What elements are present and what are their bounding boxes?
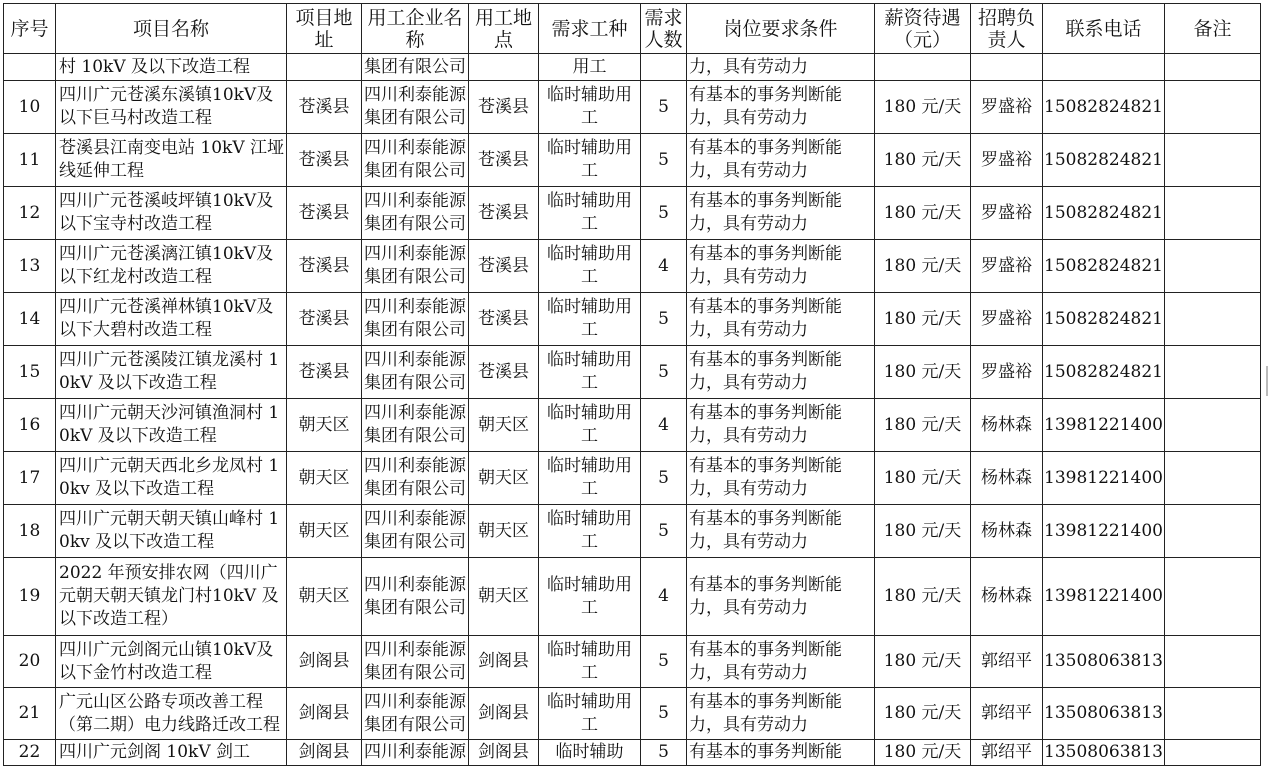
table-row bbox=[4, 399, 1261, 452]
cell-company: 四川利泰能源集团有限公司 bbox=[362, 134, 469, 187]
cell-address: 苍溪县 bbox=[287, 293, 362, 346]
cell-address: 苍溪县 bbox=[287, 346, 362, 399]
cell-project: 四川广元苍溪东溪镇10kV及以下巨马村改造工程 bbox=[56, 81, 287, 134]
cell-location: 朝天区 bbox=[469, 558, 539, 636]
cell-salary: 180 元/天 bbox=[875, 452, 971, 505]
cell-job: 临时辅助用工 bbox=[539, 346, 641, 399]
cell-contact: 郭绍平 bbox=[971, 636, 1043, 688]
cell-address bbox=[287, 54, 362, 81]
cell-location: 苍溪县 bbox=[469, 81, 539, 134]
header-requirement: 岗位要求条件 bbox=[687, 4, 875, 54]
cell-address: 朝天区 bbox=[287, 558, 362, 636]
cell-company: 四川利泰能源集团有限公司 bbox=[362, 293, 469, 346]
table-row bbox=[4, 293, 1261, 346]
header-count: 需求人数 bbox=[641, 4, 687, 54]
cell-note bbox=[1165, 452, 1261, 505]
cell-requirement: 有基本的事务判断能力，具有劳动力 bbox=[687, 558, 875, 636]
cell-contact bbox=[971, 54, 1043, 81]
cell-location: 苍溪县 bbox=[469, 293, 539, 346]
cell-address: 剑阁县 bbox=[287, 636, 362, 688]
cell-phone: 13981221400 bbox=[1043, 505, 1165, 558]
cell-project: 四川广元剑阁 10kV 剑工 bbox=[56, 740, 287, 766]
cell-requirement: 有基本的事务判断能力，具有劳动力 bbox=[687, 293, 875, 346]
cell-address: 苍溪县 bbox=[287, 81, 362, 134]
cell-count: 5 bbox=[641, 187, 687, 240]
cell-address: 苍溪县 bbox=[287, 134, 362, 187]
cell-note bbox=[1165, 81, 1261, 134]
cell-location bbox=[469, 54, 539, 81]
cell-job: 临时辅助用工 bbox=[539, 293, 641, 346]
cell-location: 苍溪县 bbox=[469, 240, 539, 293]
cell-count: 5 bbox=[641, 134, 687, 187]
cell-salary: 180 元/天 bbox=[875, 740, 971, 766]
cell-note bbox=[1165, 134, 1261, 187]
cell-no: 16 bbox=[4, 399, 56, 452]
cell-company: 四川利泰能源集团有限公司 bbox=[362, 240, 469, 293]
cell-location: 剑阁县 bbox=[469, 688, 539, 740]
cell-project: 四川广元朝天沙河镇渔洞村 10kV 及以下改造工程 bbox=[56, 399, 287, 452]
cell-requirement: 有基本的事务判断能力，具有劳动力 bbox=[687, 81, 875, 134]
cell-job: 临时辅助用工 bbox=[539, 688, 641, 740]
header-contact: 招聘负责人 bbox=[971, 4, 1043, 54]
header-project: 项目名称 bbox=[56, 4, 287, 54]
cell-requirement: 有基本的事务判断能力，具有劳动力 bbox=[687, 134, 875, 187]
header-salary: 薪资待遇（元） bbox=[875, 4, 971, 54]
cell-salary: 180 元/天 bbox=[875, 81, 971, 134]
cell-note bbox=[1165, 688, 1261, 740]
cell-company: 四川利泰能源集团有限公司 bbox=[362, 452, 469, 505]
cell-address: 剑阁县 bbox=[287, 688, 362, 740]
table-row bbox=[4, 81, 1261, 134]
cell-salary: 180 元/天 bbox=[875, 134, 971, 187]
table-row bbox=[4, 558, 1261, 636]
cell-note bbox=[1165, 54, 1261, 81]
cell-phone: 15082824821 bbox=[1043, 134, 1165, 187]
cell-job: 临时辅助用工 bbox=[539, 399, 641, 452]
table-row bbox=[4, 636, 1261, 688]
cell-salary: 180 元/天 bbox=[875, 240, 971, 293]
cell-salary: 180 元/天 bbox=[875, 636, 971, 688]
cell-phone: 15082824821 bbox=[1043, 187, 1165, 240]
cell-project: 2022 年预安排农网（四川广元朝天朝天镇龙门村10kV 及以下改造工程） bbox=[56, 558, 287, 636]
cell-count: 5 bbox=[641, 740, 687, 766]
cell-count: 5 bbox=[641, 81, 687, 134]
cell-count: 5 bbox=[641, 505, 687, 558]
cell-contact: 郭绍平 bbox=[971, 740, 1043, 766]
cell-note bbox=[1165, 399, 1261, 452]
cell-contact: 杨林森 bbox=[971, 558, 1043, 636]
cell-requirement: 力，具有劳动力 bbox=[687, 54, 875, 81]
cell-job: 临时辅助用工 bbox=[539, 240, 641, 293]
cell-count: 5 bbox=[641, 688, 687, 740]
cell-location: 苍溪县 bbox=[469, 187, 539, 240]
header-location: 用工地点 bbox=[469, 4, 539, 54]
cell-location: 苍溪县 bbox=[469, 134, 539, 187]
cell-requirement: 有基本的事务判断能力，具有劳动力 bbox=[687, 346, 875, 399]
cell-count: 4 bbox=[641, 399, 687, 452]
cell-count bbox=[641, 54, 687, 81]
cell-count: 4 bbox=[641, 558, 687, 636]
cell-location: 朝天区 bbox=[469, 399, 539, 452]
table-row bbox=[4, 452, 1261, 505]
cell-job: 临时辅助 bbox=[539, 740, 641, 766]
cell-count: 5 bbox=[641, 346, 687, 399]
cell-salary: 180 元/天 bbox=[875, 558, 971, 636]
cell-company: 四川利泰能源集团有限公司 bbox=[362, 81, 469, 134]
cell-contact: 罗盛裕 bbox=[971, 134, 1043, 187]
cell-phone: 13981221400 bbox=[1043, 558, 1165, 636]
cell-note bbox=[1165, 240, 1261, 293]
cell-count: 5 bbox=[641, 636, 687, 688]
cell-phone: 13508063813 bbox=[1043, 636, 1165, 688]
cell-location: 剑阁县 bbox=[469, 636, 539, 688]
cell-contact: 杨林森 bbox=[971, 505, 1043, 558]
cell-job: 临时辅助用工 bbox=[539, 187, 641, 240]
recruitment-table bbox=[3, 3, 1261, 766]
cell-location: 朝天区 bbox=[469, 505, 539, 558]
cell-phone: 15082824821 bbox=[1043, 346, 1165, 399]
cell-requirement: 有基本的事务判断能力，具有劳动力 bbox=[687, 636, 875, 688]
cell-address: 苍溪县 bbox=[287, 187, 362, 240]
cell-contact: 罗盛裕 bbox=[971, 293, 1043, 346]
table-row bbox=[4, 346, 1261, 399]
cell-note bbox=[1165, 293, 1261, 346]
table-row bbox=[4, 688, 1261, 740]
partial-row bbox=[4, 54, 1261, 81]
cell-phone: 13981221400 bbox=[1043, 452, 1165, 505]
cell-no bbox=[4, 54, 56, 81]
cell-count: 5 bbox=[641, 452, 687, 505]
cell-location: 苍溪县 bbox=[469, 346, 539, 399]
cell-no: 21 bbox=[4, 688, 56, 740]
header-job: 需求工种 bbox=[539, 4, 641, 54]
cell-address: 苍溪县 bbox=[287, 240, 362, 293]
table-row bbox=[4, 134, 1261, 187]
cell-requirement: 有基本的事务判断能力，具有劳动力 bbox=[687, 240, 875, 293]
cell-company: 集团有限公司 bbox=[362, 54, 469, 81]
cell-contact: 罗盛裕 bbox=[971, 240, 1043, 293]
cell-no: 18 bbox=[4, 505, 56, 558]
cell-note bbox=[1165, 740, 1261, 766]
cell-requirement: 有基本的事务判断能力，具有劳动力 bbox=[687, 505, 875, 558]
cell-project: 苍溪县江南变电站 10kV 江垭线延伸工程 bbox=[56, 134, 287, 187]
cell-project: 四川广元苍溪岐坪镇10kV及以下宝寺村改造工程 bbox=[56, 187, 287, 240]
cell-salary: 180 元/天 bbox=[875, 399, 971, 452]
cell-job: 临时辅助用工 bbox=[539, 636, 641, 688]
cell-contact: 罗盛裕 bbox=[971, 346, 1043, 399]
cell-company: 四川利泰能源集团有限公司 bbox=[362, 558, 469, 636]
cell-address: 剑阁县 bbox=[287, 740, 362, 766]
header-no: 序号 bbox=[4, 4, 56, 54]
header-row bbox=[4, 4, 1261, 54]
cell-no: 15 bbox=[4, 346, 56, 399]
cell-address: 朝天区 bbox=[287, 505, 362, 558]
cell-count: 4 bbox=[641, 240, 687, 293]
cell-contact: 杨林森 bbox=[971, 452, 1043, 505]
cell-note bbox=[1165, 187, 1261, 240]
cell-note bbox=[1165, 505, 1261, 558]
table-row bbox=[4, 187, 1261, 240]
cell-company: 四川利泰能源集团有限公司 bbox=[362, 346, 469, 399]
cell-job: 用工 bbox=[539, 54, 641, 81]
cell-requirement: 有基本的事务判断能力，具有劳动力 bbox=[687, 187, 875, 240]
cell-requirement: 有基本的事务判断能 bbox=[687, 740, 875, 766]
cell-project: 四川广元剑阁元山镇10kV及以下金竹村改造工程 bbox=[56, 636, 287, 688]
cell-requirement: 有基本的事务判断能力，具有劳动力 bbox=[687, 399, 875, 452]
cell-company: 四川利泰能源集团有限公司 bbox=[362, 399, 469, 452]
cell-count: 5 bbox=[641, 293, 687, 346]
cell-company: 四川利泰能源集团有限公司 bbox=[362, 505, 469, 558]
cell-phone: 13508063813 bbox=[1043, 740, 1165, 766]
cell-project: 四川广元苍溪漓江镇10kV及以下红龙村改造工程 bbox=[56, 240, 287, 293]
cell-job: 临时辅助用工 bbox=[539, 134, 641, 187]
cell-company: 四川利泰能源集团有限公司 bbox=[362, 187, 469, 240]
cell-requirement: 有基本的事务判断能力，具有劳动力 bbox=[687, 688, 875, 740]
table-row bbox=[4, 505, 1261, 558]
cell-project: 四川广元朝天西北乡龙凤村 10kv 及以下改造工程 bbox=[56, 452, 287, 505]
table-row bbox=[4, 240, 1261, 293]
cell-note bbox=[1165, 346, 1261, 399]
cell-phone: 13508063813 bbox=[1043, 688, 1165, 740]
cell-note bbox=[1165, 558, 1261, 636]
cell-no: 12 bbox=[4, 187, 56, 240]
cell-phone: 15082824821 bbox=[1043, 293, 1165, 346]
header-note: 备注 bbox=[1165, 4, 1261, 54]
header-phone: 联系电话 bbox=[1043, 4, 1165, 54]
cell-phone: 13981221400 bbox=[1043, 399, 1165, 452]
cell-contact: 郭绍平 bbox=[971, 688, 1043, 740]
cell-job: 临时辅助用工 bbox=[539, 505, 641, 558]
cell-address: 朝天区 bbox=[287, 399, 362, 452]
cell-no: 17 bbox=[4, 452, 56, 505]
cell-company: 四川利泰能源 bbox=[362, 740, 469, 766]
cell-no: 14 bbox=[4, 293, 56, 346]
cell-project: 四川广元苍溪禅林镇10kV及以下大碧村改造工程 bbox=[56, 293, 287, 346]
cell-contact: 罗盛裕 bbox=[971, 81, 1043, 134]
cell-no: 19 bbox=[4, 558, 56, 636]
cell-requirement: 有基本的事务判断能力，具有劳动力 bbox=[687, 452, 875, 505]
cell-phone: 15082824821 bbox=[1043, 81, 1165, 134]
cell-job: 临时辅助用工 bbox=[539, 452, 641, 505]
cell-no: 20 bbox=[4, 636, 56, 688]
cell-project: 四川广元苍溪陵江镇龙溪村 10kV 及以下改造工程 bbox=[56, 346, 287, 399]
header-address: 项目地址 bbox=[287, 4, 362, 54]
cell-company: 四川利泰能源集团有限公司 bbox=[362, 688, 469, 740]
header-company: 用工企业名称 bbox=[362, 4, 469, 54]
cell-no: 10 bbox=[4, 81, 56, 134]
cell-location: 剑阁县 bbox=[469, 740, 539, 766]
cell-salary: 180 元/天 bbox=[875, 346, 971, 399]
cell-phone: 15082824821 bbox=[1043, 240, 1165, 293]
cell-salary: 180 元/天 bbox=[875, 505, 971, 558]
cell-company: 四川利泰能源集团有限公司 bbox=[362, 636, 469, 688]
cell-contact: 罗盛裕 bbox=[971, 187, 1043, 240]
cell-job: 临时辅助用工 bbox=[539, 558, 641, 636]
cell-address: 朝天区 bbox=[287, 452, 362, 505]
cell-project: 村 10kV 及以下改造工程 bbox=[56, 54, 287, 81]
cell-job: 临时辅助用工 bbox=[539, 81, 641, 134]
cell-salary: 180 元/天 bbox=[875, 688, 971, 740]
cell-salary: 180 元/天 bbox=[875, 187, 971, 240]
cell-salary bbox=[875, 54, 971, 81]
cell-project: 四川广元朝天朝天镇山峰村 10kv 及以下改造工程 bbox=[56, 505, 287, 558]
cell-project: 广元山区公路专项改善工程（第二期）电力线路迁改工程 bbox=[56, 688, 287, 740]
cell-phone bbox=[1043, 54, 1165, 81]
table-row bbox=[4, 740, 1261, 766]
cell-no: 11 bbox=[4, 134, 56, 187]
cell-contact: 杨林森 bbox=[971, 399, 1043, 452]
cell-location: 朝天区 bbox=[469, 452, 539, 505]
cell-no: 22 bbox=[4, 740, 56, 766]
spreadsheet bbox=[3, 3, 1261, 766]
cell-salary: 180 元/天 bbox=[875, 293, 971, 346]
cell-no: 13 bbox=[4, 240, 56, 293]
cell-note bbox=[1165, 636, 1261, 688]
